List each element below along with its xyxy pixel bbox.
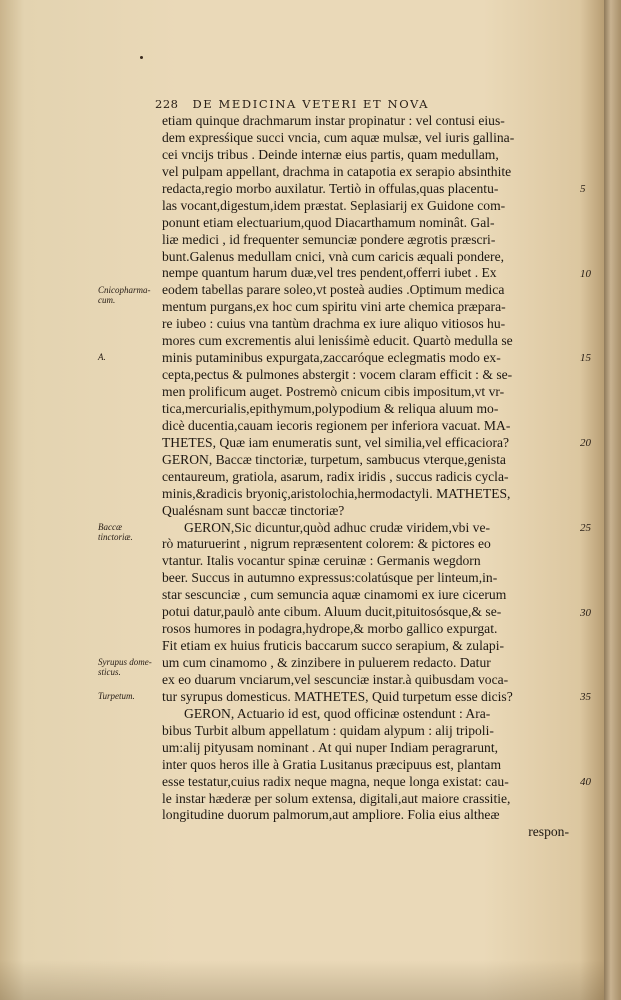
text-line: liæ medici , id frequenter semunciæ pondere ægrotis præscri- [162,231,496,247]
page-number: 228 [155,97,179,111]
ink-speck [140,56,143,59]
text-line: minis,&radicis bryoniç,aristolochia,hermodactyli. MATHETES, [162,485,511,501]
text-line: nempe quantum harum duæ,vel tres pendent,offerri iubet . Ex [162,265,497,281]
text-line: rò maturuerint , nigrum repræsentent colorem: & pictores eo [162,536,491,552]
margin-note: Syrupus dome- sticus. [98,657,152,678]
line-number: 5 [580,182,586,195]
line-number: 30 [580,606,591,619]
margin-note: Cnicopharma- cum. [98,284,151,305]
text-line: beer. Succus in autumno expressus:colatúsque per linteum,in- [162,570,498,586]
text-line: men prolificum auget. Postremò cnicum cibis impositum,vt vr- [162,384,505,399]
line-number: 35 [580,691,591,704]
margin-note: A. [98,352,106,363]
text-line: cepta,pectus & pulmones abstergit : vocem claram efficit : & se- [162,367,513,383]
catchword: respon- [528,824,569,840]
text-line: GERON,Sic dicuntur,quòd adhuc crudæ viridem,vbi ve- [184,519,491,535]
text-line: Fit etiam ex huius fruticis baccarum succo serapium, & zulapi- [162,638,505,654]
text-line: le instar hæderæ per solum extensa, digitali,aut maiore crassitie, [162,790,511,806]
text-line: mores cum excrementis alui lenisśimè educit. Quartò medulla se [162,333,513,349]
line-number: 25 [580,521,591,534]
text-line: mentum purgans,ex hoc cum spiritu vini arte chemica præpara- [162,299,506,315]
text-line: GERON, Actuario id est, quod officinæ ostendunt : Ara- [184,705,491,721]
text-line: las vocant,digestum,idem præstat. Seplasiarij ex Guidone com- [162,197,506,213]
line-number: 10 [580,267,591,280]
text-line: bunt.Galenus medullam cnici, vnà cum caricis æquali pondere, [162,248,505,264]
text-line: um:alij pityusam nominant . At qui nuper Indiam peragrarunt, [162,739,499,755]
text-line: Qualésnam sunt baccæ tinctoriæ? [162,502,345,518]
text-line: bibus Turbit album appellatum : quidam alypum : alij tripoli- [162,722,494,738]
text-line: centaureum, gratiola, asarum, radix iridis , succus radicis cycla- [162,468,509,484]
text-line: redacta,regio morbo auxilatur. Tertiò in offulas,quas placentu- [162,180,499,196]
text-line: dicè ducentia,cauam iecoris regionem per inferiora vacuat. MA- [162,417,511,433]
text-line: ponunt etiam electuarium,quod Diacarthamum nominât. Gal- [162,214,495,230]
text-line: vtantur. Italis vocantur spinæ ceruinæ : Germanis wegdorn [162,553,481,569]
text-line: re iubeo : cuius vna tantùm drachma ex iure aliquo vitiosos hu- [162,316,506,332]
margin-note: Turpetum. [98,691,135,702]
text-line: star sescunciæ , cum semuncia aquæ cinamomi ex iure cicerum [162,587,507,603]
text-line: potui datur,paulò ante cibum. Aluum ducit,pituitosósque,& se- [162,604,502,620]
text-line: inter quos heros ille à Gratia Lusitanus præcipuus est, plantam [162,756,502,772]
text-line: eodem tabellas parare soleo,vt posteà audies .Optimum medica [162,282,505,298]
text-line: GERON, Baccæ tinctoriæ, turpetum, sambucus vterque,genista [162,451,506,467]
text-line: vel pulpam appellant, drachma in catapotia ex serapio absinthite [162,163,512,179]
text-line: THETES, Quæ iam enumeratis sunt, vel similia,vel efficaciora? [162,434,510,450]
running-header [155,97,595,111]
text-line: dem expresśique succi vncia, cum aquæ mulsæ, vel iuris gallina- [162,129,515,145]
text-line: cei vncijs tribus . Deinde internæ eius partis, quam medullam, [162,146,499,162]
text-line: minis putaminibus expurgata,zaccaróque eclegmatis modo ex- [162,350,501,366]
text-line: tur syrupus domesticus. MATHETES, Quid turpetum esse dicis? [162,688,513,704]
text-line: esse testatur,cuius radix neque magna, neque longa existat: cau- [162,773,509,789]
line-number: 15 [580,352,591,365]
binding-edge [604,0,621,1000]
line-number: 40 [580,776,591,789]
text-line: etiam quinque drachmarum instar propinatur : vel contusi eius- [162,113,505,128]
body-text [162,113,577,841]
line-number: 20 [580,437,591,450]
running-title: DE MEDICINA VETERI ET NOVA [192,97,430,111]
text-line: rosos humores in podagra,hydrope,& morbo gallico expurgat. [162,621,498,637]
text-line: tica,mercurialis,epithymum,polypodium & reliqua aluum mo- [162,400,499,416]
margin-note: Baccæ tinctoriæ. [98,521,133,542]
text-line: um cum cinamomo , & zinzibere in puluerem redacto. Datur [162,655,491,670]
text-line: longitudine duorum palmorum,aut ampliore. Folia eius altheæ [162,807,500,823]
text-line: ex eo duarum vnciarum,vel sescunciæ instar.à quibusdam voca- [162,671,509,687]
page-shadow [0,960,604,1000]
